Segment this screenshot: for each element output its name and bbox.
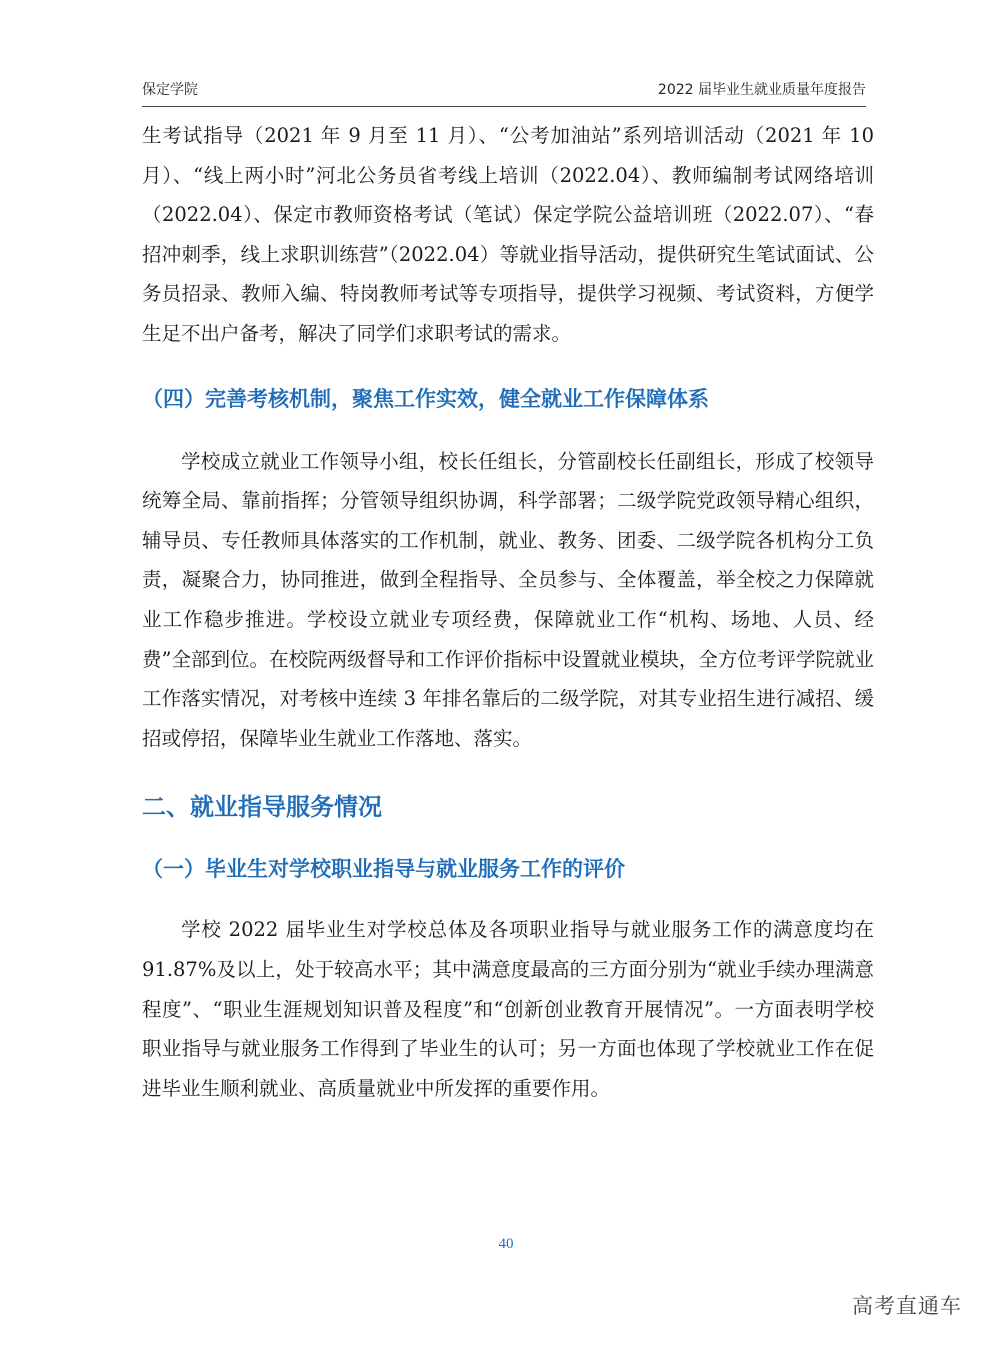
paragraph-leadership-mechanism: 学校成立就业工作领导小组，校长任组长，分管副校长任副组长，形成了校领导统筹全局、靠前指挥；分管领导组织协调，科学部署；二级学院党政领导精心组织，辅导员、专任教师具体落实的工作机制，就业、教务、团委、二级学院各机构分工负责，凝聚合力，协同推进，做到全程指导、全员参与、全体覆盖，举全校之力保障就业工作稳步推进。学校设立就业专项经费，保障就业工作“机构、场地、人员、经费”全部到位。在校院两级督导和工作评价指标中设置就业模块，全方位考评学院就业工作落实情况，对考核中连续 3 年排名靠后的二级学院，对其专业招生进行减招、缓招或停招，保障毕业生就业工作落地、落实。 <box>142 449 874 750</box>
paragraph-guidance-activities: 生考试指导（2021 年 9 月至 11 月）、“公考加油站”系列培训活动（2021 年 10 月）、“线上两小时”河北公务员省考线上培训（2022.04）、教师编制考试网络培训（2022.04）、保定市教师资格考试（笔试）保定学院公益培训班（2022.07）、“春招冲刺季，线上求职训练营”（2022.04）等就业指导活动，提供研究生笔试面试、公务员招录、教师入编、特岗教师考试等专项指导，提供学习视频、考试资料，方便学生足不出户备考，解决了同学们求职考试的需求。 <box>142 124 874 345</box>
heading-assessment-mechanism: （四）完善考核机制，聚焦工作实效，健全就业工作保障体系 <box>142 386 709 411</box>
header-report-title: 2022 届毕业生就业质量年度报告 <box>657 82 866 98</box>
heading-evaluation: （一）毕业生对学校职业指导与就业服务工作的评价 <box>142 857 625 882</box>
page-header <box>142 78 866 100</box>
page-number: 40 <box>498 1236 514 1252</box>
page-body <box>142 116 874 1108</box>
section-title-guidance-services: 二、就业指导服务情况 <box>142 793 382 822</box>
watermark-text: 高考直通车 <box>852 1294 962 1318</box>
header-institution: 保定学院 <box>142 82 198 98</box>
paragraph-satisfaction: 学校 2022 届毕业生对学校总体及各项职业指导与就业服务工作的满意度均在 91.87%及以上，处于较高水平；其中满意度最高的三方面分别为“就业手续办理满意程度”、“职业生涯规划知识普及程度”和“创新创业教育开展情况”。一方面表明学校职业指导与就业服务工作得到了毕业生的认可；另一方面也体现了学校就业工作在促进毕业生顺利就业、高质量就业中所发挥的重要作用。 <box>142 918 874 1100</box>
header-divider <box>142 106 866 107</box>
